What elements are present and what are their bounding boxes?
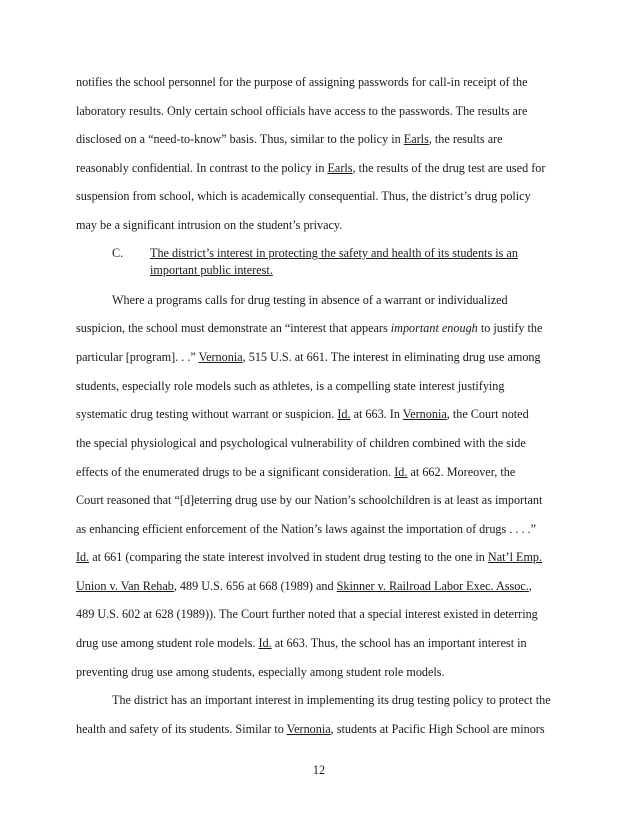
body-line: Union v. Van Rehab, 489 U.S. 656 at 668 (1989) and Skinner v. Railroad Labor Exec. Assoc., — [76, 579, 532, 593]
body-line: systematic drug testing without warrant or suspicion. Id. at 663. In Vernonia, the Court noted — [76, 407, 529, 421]
case-citation: Vernonia — [286, 722, 331, 736]
case-citation: Id. — [258, 636, 272, 650]
case-citation: Nat’l Emp. — [487, 550, 543, 564]
body-line: 489 U.S. 602 at 628 (1989)). The Court further noted that a special interest existed in deterring — [76, 607, 538, 621]
body-line: drug use among student role models. Id. at 663. Thus, the school has an important interest in — [76, 636, 527, 650]
case-citation: Union v. Van Rehab — [76, 579, 174, 593]
body-line: Court reasoned that “[d]eterring drug use by our Nation’s schoolchildren is at least as important — [76, 493, 543, 507]
body-line: laboratory results. Only certain school officials have access to the passwords. The results are — [76, 104, 528, 118]
body-line: as enhancing efficient enforcement of the Nation’s laws against the importation of drugs . . . .” — [76, 522, 537, 536]
body-line: Where a programs calls for drug testing in absence of a warrant or individualized — [112, 293, 508, 307]
body-line: suspicion, the school must demonstrate an “interest that appears important enough to justify the — [76, 321, 543, 335]
body-line: health and safety of its students. Similar to Vernonia, students at Pacific High School are minors — [76, 722, 545, 736]
case-citation: Skinner v. Railroad Labor Exec. Assoc. — [336, 579, 529, 593]
section-heading: C. The district’s interest in protecting the safety and health of its students is an — [112, 246, 518, 260]
case-citation: Vernonia — [198, 350, 243, 364]
case-citation: Earls — [327, 161, 353, 175]
case-citation: Earls — [403, 132, 429, 146]
body-line: the special physiological and psychological vulnerability of children combined with the side — [76, 436, 526, 450]
body-line: The district has an important interest in implementing its drug testing policy to protect the — [112, 693, 551, 707]
case-citation: Id. — [394, 465, 408, 479]
case-citation: Id. — [337, 407, 351, 421]
body-line: students, especially role models such as athletes, is a compelling state interest justifying — [76, 379, 505, 393]
section-heading-cont: important public interest. — [150, 263, 273, 277]
body-line: notifies the school personnel for the purpose of assigning passwords for call-in receipt of the — [76, 75, 528, 89]
body-line: preventing drug use among students, especially among student role models. — [76, 665, 445, 679]
section-label: C. — [112, 246, 124, 260]
body-line: disclosed on a “need-to-know” basis. Thus, similar to the policy in Earls, the results are — [76, 132, 503, 146]
emphasis: important enough — [390, 321, 478, 335]
page-number: 12 — [312, 763, 326, 777]
body-line: particular [program]. . .” Vernonia, 515 U.S. at 661. The interest in eliminating drug use among — [76, 350, 541, 364]
body-line: effects of the enumerated drugs to be a significant consideration. Id. at 662. Moreover, the — [76, 465, 516, 479]
body-line: Id. at 661 (comparing the state interest involved in student drug testing to the one in Nat’l Emp. — [76, 550, 543, 564]
body-line: may be a significant intrusion on the student’s privacy. — [76, 218, 343, 232]
case-citation: Id. — [76, 550, 90, 564]
body-line: suspension from school, which is academically consequential. Thus, the district’s drug policy — [76, 189, 531, 203]
body-line: reasonably confidential. In contrast to the policy in Earls, the results of the drug test are used for — [76, 161, 546, 175]
case-citation: Vernonia — [402, 407, 447, 421]
